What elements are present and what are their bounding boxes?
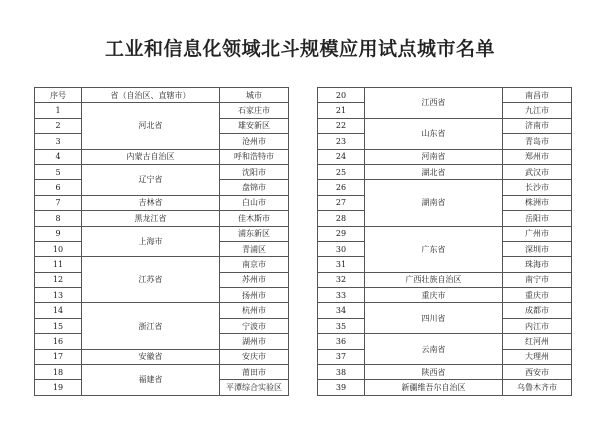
table-row xyxy=(35,226,289,241)
row-number: 18 xyxy=(35,365,82,380)
city-table-right xyxy=(317,87,572,396)
row-number: 39 xyxy=(318,380,365,395)
city-cell: 株洲市 xyxy=(503,195,572,210)
row-number: 2 xyxy=(35,118,82,133)
province-cell: 湖北省 xyxy=(365,164,503,179)
city-cell: 莆田市 xyxy=(220,365,289,380)
city-cell: 南京市 xyxy=(220,257,289,272)
city-cell: 深圳市 xyxy=(503,241,572,256)
province-cell: 陕西省 xyxy=(365,365,503,380)
row-number: 17 xyxy=(35,349,82,364)
table-row xyxy=(35,164,289,179)
province-cell: 云南省 xyxy=(365,334,503,365)
table-row xyxy=(318,303,572,318)
province-cell: 广东省 xyxy=(365,226,503,272)
city-cell: 内江市 xyxy=(503,318,572,333)
row-number: 21 xyxy=(318,103,365,118)
city-cell: 济南市 xyxy=(503,118,572,133)
city-cell: 沈阳市 xyxy=(220,164,289,179)
table-row xyxy=(318,88,572,103)
city-cell: 安庆市 xyxy=(220,349,289,364)
city-cell: 南昌市 xyxy=(503,88,572,103)
row-number: 31 xyxy=(318,257,365,272)
header-city: 城市 xyxy=(220,88,289,103)
province-cell: 辽宁省 xyxy=(82,164,220,195)
row-number: 23 xyxy=(318,134,365,149)
province-cell: 河北省 xyxy=(82,103,220,149)
city-cell: 平潭综合实验区 xyxy=(220,380,289,395)
city-cell: 呼和浩特市 xyxy=(220,149,289,164)
table-header-row xyxy=(35,88,289,103)
city-table-left xyxy=(34,87,289,396)
table-row xyxy=(318,365,572,380)
province-cell: 湖南省 xyxy=(365,180,503,226)
table-row xyxy=(318,164,572,179)
city-cell: 湖州市 xyxy=(220,334,289,349)
table-row xyxy=(318,149,572,164)
city-cell: 重庆市 xyxy=(503,288,572,303)
row-number: 19 xyxy=(35,380,82,395)
row-number: 4 xyxy=(35,149,82,164)
table-row xyxy=(318,180,572,195)
province-cell: 广西壮族自治区 xyxy=(365,272,503,287)
table-row xyxy=(35,303,289,318)
city-cell: 石家庄市 xyxy=(220,103,289,118)
city-cell: 大理州 xyxy=(503,349,572,364)
city-cell: 宁波市 xyxy=(220,318,289,333)
city-cell: 杭州市 xyxy=(220,303,289,318)
province-cell: 新疆维吾尔自治区 xyxy=(365,380,503,395)
table-row xyxy=(318,118,572,133)
province-cell: 浙江省 xyxy=(82,303,220,349)
table-row xyxy=(318,380,572,395)
province-cell: 吉林省 xyxy=(82,195,220,210)
row-number: 15 xyxy=(35,318,82,333)
province-cell: 重庆市 xyxy=(365,288,503,303)
city-cell: 岳阳市 xyxy=(503,211,572,226)
province-cell: 黑龙江省 xyxy=(82,211,220,226)
table-row xyxy=(35,211,289,226)
city-cell: 青岛市 xyxy=(503,134,572,149)
table-row xyxy=(35,103,289,118)
city-cell: 佳木斯市 xyxy=(220,211,289,226)
city-cell: 沧州市 xyxy=(220,134,289,149)
row-number: 30 xyxy=(318,241,365,256)
row-number: 7 xyxy=(35,195,82,210)
row-number: 1 xyxy=(35,103,82,118)
row-number: 37 xyxy=(318,349,365,364)
row-number: 13 xyxy=(35,288,82,303)
header-province: 省（自治区、直辖市） xyxy=(82,88,220,103)
row-number: 27 xyxy=(318,195,365,210)
province-cell: 江西省 xyxy=(365,88,503,119)
row-number: 28 xyxy=(318,211,365,226)
row-number: 3 xyxy=(35,134,82,149)
row-number: 25 xyxy=(318,164,365,179)
row-number: 35 xyxy=(318,318,365,333)
table-row xyxy=(35,257,289,272)
row-number: 11 xyxy=(35,257,82,272)
city-cell: 扬州市 xyxy=(220,288,289,303)
table-row xyxy=(35,349,289,364)
document-title: 工业和信息化领域北斗规模应用试点城市名单 xyxy=(104,38,495,60)
table-row xyxy=(35,365,289,380)
city-cell: 武汉市 xyxy=(503,164,572,179)
table-row xyxy=(35,195,289,210)
row-number: 33 xyxy=(318,288,365,303)
row-number: 34 xyxy=(318,303,365,318)
row-number: 36 xyxy=(318,334,365,349)
row-number: 5 xyxy=(35,164,82,179)
city-cell: 白山市 xyxy=(220,195,289,210)
table-row xyxy=(318,226,572,241)
table-row xyxy=(35,149,289,164)
province-cell: 江苏省 xyxy=(82,257,220,303)
row-number: 6 xyxy=(35,180,82,195)
city-cell: 雄安新区 xyxy=(220,118,289,133)
city-cell: 成都市 xyxy=(503,303,572,318)
province-cell: 安徽省 xyxy=(82,349,220,364)
table-row xyxy=(318,272,572,287)
province-cell: 四川省 xyxy=(365,303,503,334)
province-cell: 上海市 xyxy=(82,226,220,257)
row-number: 10 xyxy=(35,241,82,256)
city-cell: 青浦区 xyxy=(220,241,289,256)
row-number: 24 xyxy=(318,149,365,164)
city-cell: 西安市 xyxy=(503,365,572,380)
row-number: 32 xyxy=(318,272,365,287)
row-number: 14 xyxy=(35,303,82,318)
city-cell: 盘锦市 xyxy=(220,180,289,195)
row-number: 22 xyxy=(318,118,365,133)
row-number: 20 xyxy=(318,88,365,103)
city-cell: 苏州市 xyxy=(220,272,289,287)
city-cell: 九江市 xyxy=(503,103,572,118)
row-number: 8 xyxy=(35,211,82,226)
row-number: 16 xyxy=(35,334,82,349)
row-number: 9 xyxy=(35,226,82,241)
city-cell: 广州市 xyxy=(503,226,572,241)
province-cell: 山东省 xyxy=(365,118,503,149)
table-row xyxy=(318,334,572,349)
city-cell: 乌鲁木齐市 xyxy=(503,380,572,395)
row-number: 26 xyxy=(318,180,365,195)
city-cell: 长沙市 xyxy=(503,180,572,195)
row-number: 29 xyxy=(318,226,365,241)
province-cell: 河南省 xyxy=(365,149,503,164)
header-number: 序号 xyxy=(35,88,82,103)
city-cell: 南宁市 xyxy=(503,272,572,287)
table-row xyxy=(318,288,572,303)
province-cell: 内蒙古自治区 xyxy=(82,149,220,164)
city-cell: 浦东新区 xyxy=(220,226,289,241)
row-number: 38 xyxy=(318,365,365,380)
city-cell: 珠海市 xyxy=(503,257,572,272)
row-number: 12 xyxy=(35,272,82,287)
city-cell: 红河州 xyxy=(503,334,572,349)
city-cell: 郑州市 xyxy=(503,149,572,164)
province-cell: 福建省 xyxy=(82,365,220,396)
